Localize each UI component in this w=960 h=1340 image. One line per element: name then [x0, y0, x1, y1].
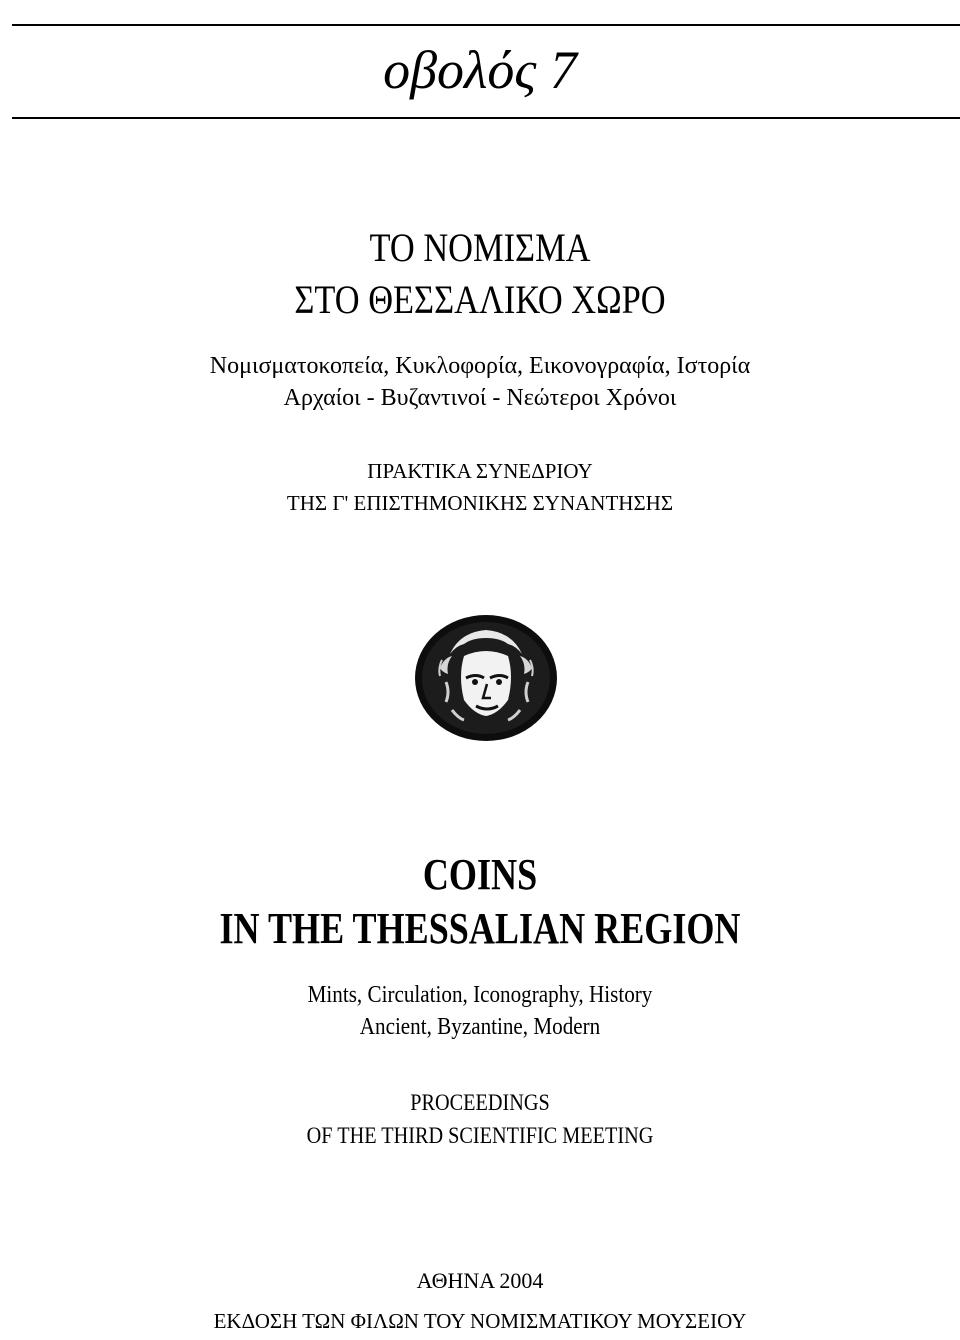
- imprint-place-year: ΑΘΗΝΑ 2004: [416, 1268, 544, 1293]
- english-proceedings-line-2: OF THE THIRD SCIENTIFIC MEETING: [306, 1123, 654, 1148]
- coin-image: [410, 612, 560, 742]
- english-subtitle: [58, 979, 903, 1043]
- greek-title-line-1: ΤΟ ΝΟΜΙΣΜΑ: [369, 225, 591, 270]
- greek-proceedings: [0, 455, 960, 519]
- coin-facing-head-icon: [410, 612, 560, 742]
- greek-title-line-2: ΣΤΟ ΘΕΣΣΑΛΙΚΟ ΧΩΡΟ: [294, 277, 666, 322]
- imprint-publisher: ΕΚΔΟΣΗ ΤΩΝ ΦΙΛΩΝ ΤΟΥ ΝΟΜΙΣΜΑΤΙΚΟΥ ΜΟΥΣΕΙΟΥ: [213, 1309, 747, 1333]
- greek-subtitle-line-2: Αρχαίοι - Βυζαντινοί - Νεώτεροι Χρόνοι: [283, 385, 677, 411]
- english-subtitle-line-2: Ancient, Byzantine, Modern: [359, 1014, 601, 1040]
- series-title: οβολός 7: [383, 40, 577, 100]
- greek-title: [67, 222, 893, 326]
- english-title-line-1: COINS: [422, 850, 538, 899]
- bottom-rule: [12, 117, 960, 119]
- english-title-line-2: IN THE THESSALIAN REGION: [219, 904, 741, 953]
- greek-proceedings-line-2: ΤΗΣ Γ' ΕΠΙΣΤΗΜΟΝΙΚΗΣ ΣΥΝΑΝΤΗΣΗΣ: [286, 491, 674, 515]
- english-title: [86, 848, 873, 956]
- greek-subtitle-line-1: Νομισματοκοπεία, Κυκλοφορία, Εικονογραφία, Ιστορία: [209, 353, 751, 379]
- top-rule: [12, 24, 960, 26]
- greek-proceedings-line-1: ΠΡΑΚΤΙΚΑ ΣΥΝΕΔΡΙΟΥ: [367, 459, 593, 483]
- greek-subtitle: [0, 350, 960, 414]
- english-proceedings: [58, 1086, 903, 1152]
- english-proceedings-line-1: PROCEEDINGS: [410, 1090, 550, 1115]
- english-subtitle-line-1: Mints, Circulation, Iconography, History: [307, 982, 653, 1008]
